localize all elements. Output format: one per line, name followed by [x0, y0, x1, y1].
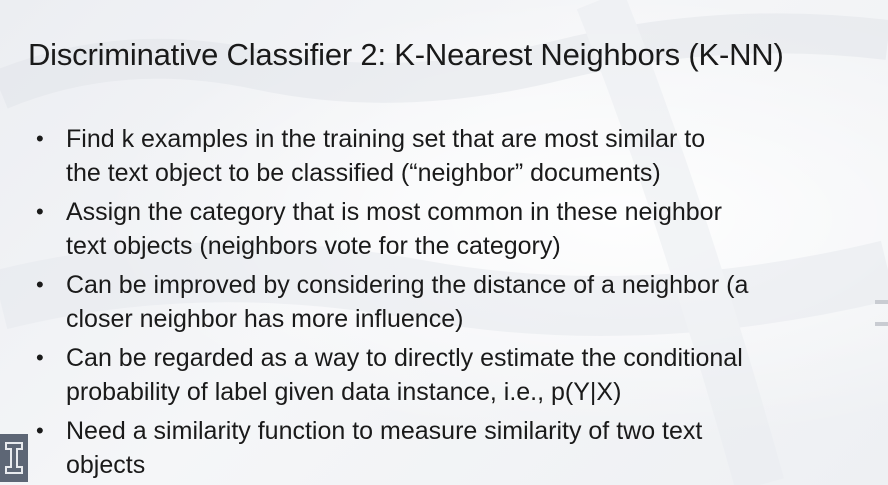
- bullet-dot: •: [36, 418, 44, 443]
- bullet-item: [30, 414, 870, 482]
- bullet-dot: •: [36, 199, 44, 224]
- bullet-line: Can be improved by considering the distance of a neighbor (a: [66, 271, 749, 299]
- bullet-line: Need a similarity function to measure similarity of two text: [66, 417, 703, 445]
- slide-title: Discriminative Classifier 2: K-Nearest Neighbors (K-NN): [28, 37, 784, 72]
- bullet-line: Assign the category that is most common in these neighbor: [66, 198, 722, 226]
- bullet-line: probability of label given data instance, i.e., p(Y|X): [66, 378, 622, 406]
- bullet-dot: •: [36, 345, 44, 370]
- block-i-icon: [4, 441, 24, 475]
- bullet-item: [30, 268, 870, 336]
- bullet-line: Can be regarded as a way to directly estimate the conditional: [66, 344, 743, 372]
- bullet-dot: •: [36, 126, 44, 151]
- bullet-list: [30, 122, 870, 485]
- bullet-line: the text object to be classified (“neighbor” documents): [66, 159, 661, 187]
- bullet-item: [30, 195, 870, 263]
- edge-mark: [875, 322, 888, 326]
- bullet-item: [30, 341, 870, 409]
- block-i-logo-icon: [0, 434, 28, 482]
- bullet-item: [30, 122, 870, 190]
- bullet-line: text objects (neighbors vote for the category): [66, 232, 561, 260]
- edge-mark: [875, 300, 888, 304]
- bullet-dot: •: [36, 272, 44, 297]
- bullet-line: Find k examples in the training set that are most similar to: [66, 125, 706, 153]
- bullet-line: objects: [66, 451, 146, 479]
- bullet-line: closer neighbor has more influence): [66, 305, 464, 333]
